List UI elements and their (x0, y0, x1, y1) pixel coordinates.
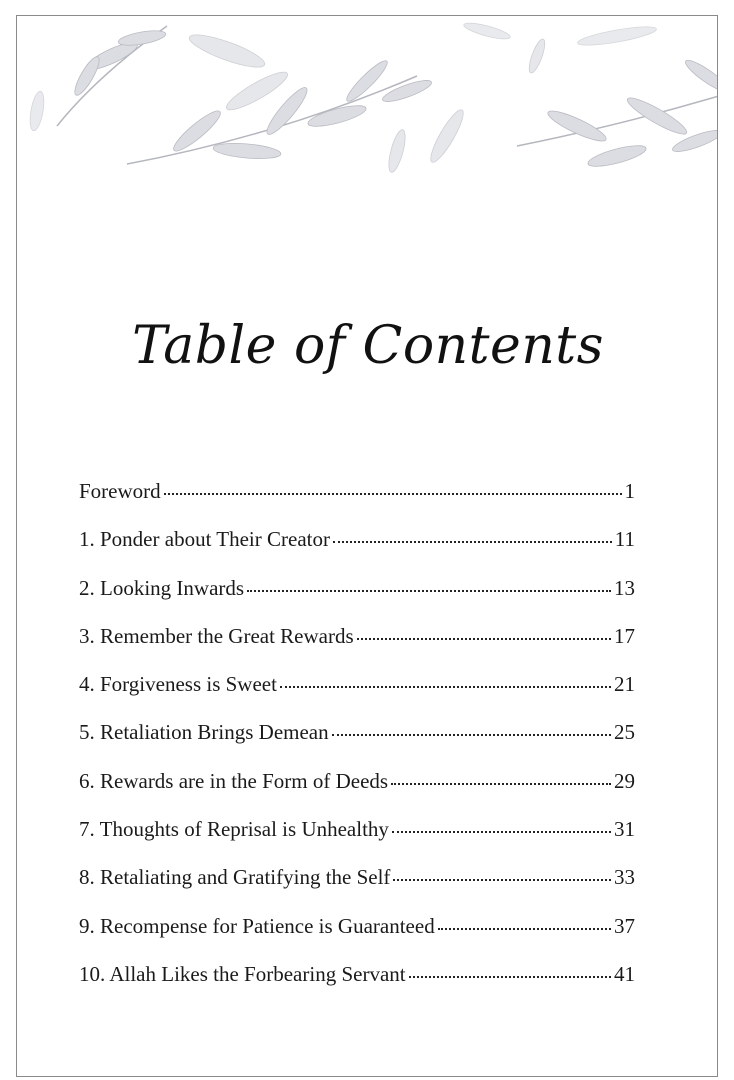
dot-leader (391, 782, 611, 785)
dot-leader (357, 637, 611, 640)
toc-entry-label: 3. Remember the Great Rewards (79, 623, 354, 648)
toc-entry (79, 865, 635, 913)
toc-entry-label: 4. Forgiveness is Sweet (79, 672, 277, 697)
leaf-decoration (17, 16, 718, 176)
dot-leader (164, 492, 622, 495)
dot-leader (409, 975, 611, 978)
toc-entry (79, 624, 635, 672)
toc-entry-page: 37 (614, 913, 635, 938)
toc-entry-page: 41 (614, 961, 635, 986)
toc-entry-label: 6. Rewards are in the Form of Deeds (79, 768, 389, 793)
toc-entry (79, 962, 635, 1010)
toc-entry-label: 8. Retaliating and Gratifying the Self (79, 865, 391, 890)
toc-entry-page: 11 (614, 527, 635, 552)
toc-entry (79, 479, 635, 527)
toc-entry (79, 817, 635, 865)
dot-leader (332, 733, 611, 736)
book-page (16, 15, 718, 1077)
dot-leader (247, 589, 611, 592)
toc-entry-page: 29 (614, 768, 635, 793)
toc-entry (79, 527, 635, 575)
toc-entry (79, 769, 635, 817)
toc-entry-label: 7. Thoughts of Reprisal is Unhealthy (79, 817, 389, 842)
toc-entry-page: 1 (624, 479, 635, 503)
dot-leader (280, 685, 611, 688)
dot-leader (333, 540, 612, 543)
toc-entry-label: 1. Ponder about Their Creator (79, 527, 330, 552)
toc-entry-label: Foreword (79, 479, 161, 503)
toc-entry-page: 13 (614, 575, 635, 600)
toc-entry (79, 672, 635, 720)
toc-entry (79, 720, 635, 768)
toc-entry-page: 31 (614, 817, 635, 842)
dot-leader (438, 927, 611, 930)
toc-entry-page: 33 (614, 865, 635, 890)
page-title: Table of Contents (132, 316, 604, 376)
dot-leader (392, 830, 611, 833)
toc-entry-label: 9. Recompense for Patience is Guaranteed (79, 913, 435, 938)
toc-entry-page: 17 (614, 623, 635, 648)
toc-entry-label: 5. Retaliation Brings Demean (79, 720, 329, 745)
table-of-contents (79, 479, 635, 1010)
toc-entry-label: 2. Looking Inwards (79, 575, 245, 600)
toc-entry-page: 21 (614, 672, 635, 697)
toc-entry (79, 914, 635, 962)
toc-entry-page: 25 (614, 720, 635, 745)
toc-entry-label: 10. Allah Likes the Forbearing Servant (79, 961, 406, 986)
toc-entry (79, 576, 635, 624)
dot-leader (393, 878, 611, 881)
